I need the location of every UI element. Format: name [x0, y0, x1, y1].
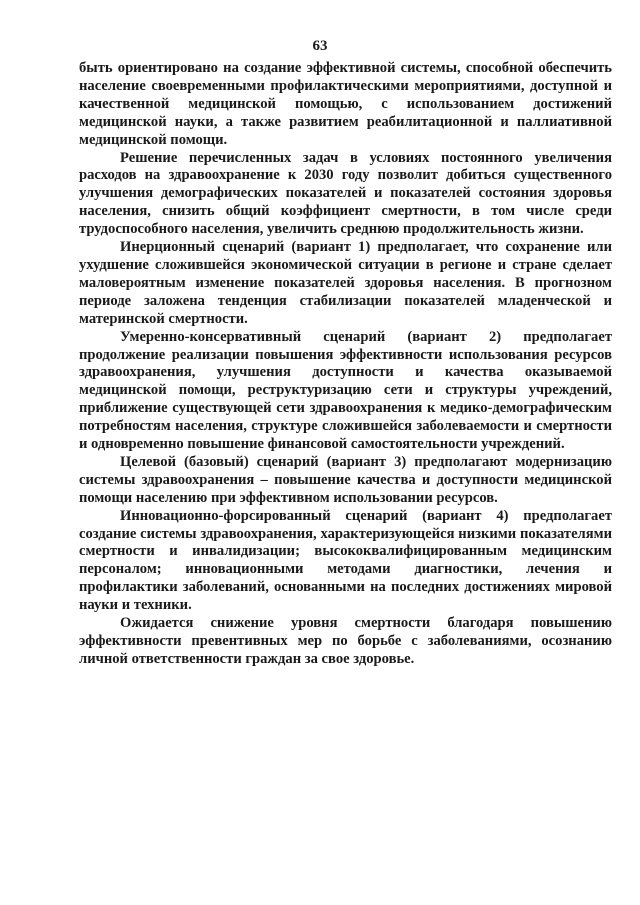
paragraph-expenditure-goals: Решение перечисленных задач в условиях постоянного увеличения расходов на здравоохранение к 2030 году позволит добиться существенного улучшения демографических показателей и показателей состояния здоровья населения, снизить общий коэффициент смертности, в том числе среди трудоспособного населения, увеличить среднюю продолжительность жизни. [79, 149, 612, 238]
body-text [79, 60, 612, 669]
paragraph-expected-mortality: Ожидается снижение уровня смертности благодаря повышению эффективности превентивных мер по борьбе с заболеваниями, осознанию личной ответственности граждан за свое здоровье. [79, 615, 612, 667]
paragraph-continuation: быть ориентировано на создание эффективной системы, способной обеспечить население своевременными профилактическими мероприятиями, доступной и качественной медицинской помощью, с использованием достижений медицинской науки, а также развитием реабилитационной и паллиативной медицинской помощи. [79, 60, 612, 148]
paragraph-target-scenario: Целевой (базовый) сценарий (вариант 3) предполагают модернизацию системы здравоохранения – повышение качества и доступности медицинской помощи населению при эффективном использовании ресурсов. [79, 453, 612, 506]
paragraph-innovative-scenario: Инновационно-форсированный сценарий (вариант 4) предполагает создание системы здравоохранения, характеризующейся низкими показателями смертности и инвалидизации; высококвалифицированным медицинским персоналом; инновационными методами диагностики, лечения и профилактики заболеваний, основанными на последних достижениях мировой науки и техники. [79, 507, 612, 614]
page-number: 63 [312, 38, 328, 54]
paragraph-moderate-scenario: Умеренно-консервативный сценарий (вариант 2) предполагает продолжение реализации повышения эффективности использования ресурсов здравоохранения, улучшения доступности и качества оказываемой медицинской помощи, реструктуризацию сети и структуры учреждений, приближение существующей сети здравоохранения к медико-демографическим потребностям населения, структуре сложившейся заболеваемости и смертности и одновременно повышение финансовой самостоятельности учреждений. [79, 328, 612, 453]
paragraph-inertial-scenario: Инерционный сценарий (вариант 1) предполагает, что сохранение или ухудшение сложившейся экономической ситуации в регионе и стране сделает маловероятным изменение показателей здоровья населения. В прогнозном периоде заложена тенденция стабилизации показателей младенческой и материнской смертности. [79, 239, 612, 327]
